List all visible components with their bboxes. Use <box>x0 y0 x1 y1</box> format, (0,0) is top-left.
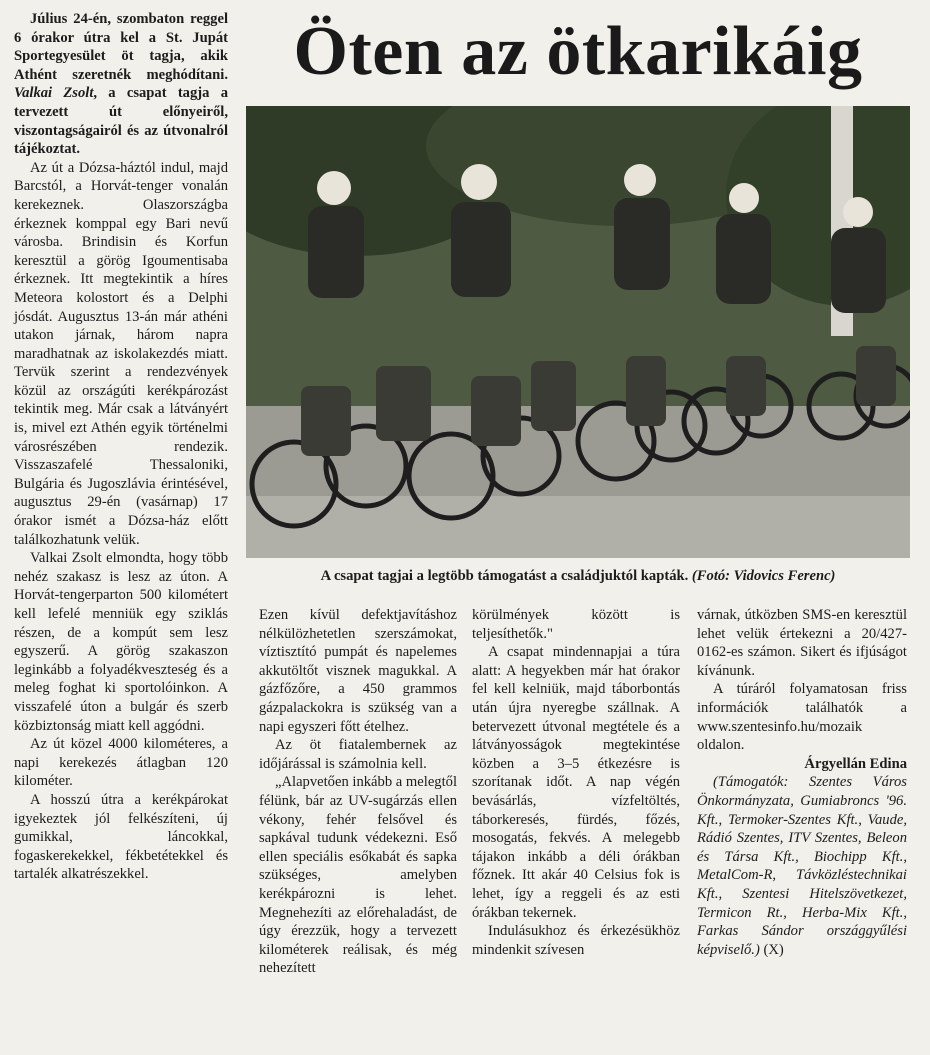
article-column-2 <box>259 606 457 978</box>
body-paragraph: várnak, útközben SMS-en keresztül lehet velük értekezni a 20/427-0162-es számon. Sikert és ifjúságot kívánunk. <box>697 607 907 679</box>
body-paragraph: Az út közel 4000 kilométeres, a napi kerekezés átlagban 120 kilométer. <box>14 736 228 790</box>
caption-text: A csapat tagjai a legtöbb támogatást a családjuktól kapták. <box>320 568 689 584</box>
author-name: Valkai Zsolt <box>14 85 94 102</box>
article-column-3 <box>472 606 680 959</box>
photo-credit: (Fotó: Vidovics Ferenc) <box>691 568 836 584</box>
body-paragraph: A hosszú útra a kerékpárokat igyekeztek jól felkészíteni, új gumikkal, láncokkal, fogaskerekekkel, fékbetétekkel és tartalék alkatrészekkel. <box>14 791 228 883</box>
body-paragraph: Ezen kívül defektjavításhoz nélkülözhetetlen szerszámokat, víztisztító pumpát és napelemes akkutöltőt visznek magukkal. A gázfőzőre, a 450 grammos gázpalackokra is szükség van a napi egyszeri főtt ételhez. <box>259 607 457 735</box>
cyclists-photo <box>246 106 910 558</box>
cyclists-photo-illustration <box>246 106 910 558</box>
article-column-4 <box>697 606 907 959</box>
body-paragraph: Az öt fiatalembernek az időjárással is számolnia kell. <box>259 737 457 772</box>
author-signature: Árgyellán Edina <box>804 755 907 772</box>
sponsors-note: (Támogatók: Szentes Város Önkormányzata, Gumiabroncs '96. Kft., Termoker-Szentes Kft., Vaude, Rádió Szentes, ITV Szentes, Beleon és Társa Kft., Biochipp Kft., MetalCom-R, Távközléstechnikai Kft., Szentesi Hitelszövetkezet, Termicon Rt., Herba-Mix Kft., Farkas Sándor országgyűlési képviselő.) (X) <box>697 774 907 958</box>
headline: Öten az ötkarikáig <box>293 13 863 90</box>
quote-paragraph: „Alapvetően inkább a melegtől félünk, bár az UV-sugárzás ellen vékony, fehér felsővel és sapkával tudunk védekezni. Eső ellen speciális esőkabát és sapka szükséges, amelyben kerékpározni is lehet. Megnehezíti az előrehaladást, de úgy érezzük, hogy a tervezett kilométerek reálisak, és még nehezített <box>259 774 457 977</box>
photo-caption <box>246 566 910 586</box>
article-column-1 <box>14 10 228 884</box>
body-paragraph: A túráról folyamatosan friss információk találhatók a www.szentesinfo.hu/mozaik oldalon. <box>697 681 907 754</box>
body-paragraph: Az út a Dózsa-háztól indul, majd Barcstól, a Horvát-tenger vonalán kerekeznek. Olaszországba érkeznek komppal egy Bari nevű városba. Brindisin és Korfun keresztül a görög Igoumentisaba érkeznek. Itt megtekintik a híres Meteora kolostort és a Delphi jósdát. Augusztus 13-án már athéni utakon járnak, három napra maradhatnak az iskolakezdés miatt. Tervük szerint a rendezvények közül az országúti kerékpározást tekintik meg. Már csak a látványért is, mivel ezt Athén egyik történelmi városrészében rendezik. Visszaszafelé Thessaloniki, Bulgária és Jugoszlávia érintésével, augusztus 29-én (vasárnap) 17 órakor ismét a Dózsa-ház előtt találkozhatunk velük. <box>14 159 228 548</box>
lead-paragraph: Július 24-én, szombaton reggel 6 órakor útra kel a St. Jupát Sportegyesület öt tagja, akik Athént szeretnék meghódítani. Valkai Zsolt, a csapat tagja a tervezett út előnyeiről, viszontagságairól és az útvonalról tájékoztat. <box>14 11 228 158</box>
body-paragraph: Indulásukhoz és érkezésükhöz mindenkit szívesen <box>472 923 680 958</box>
body-paragraph: körülmények között is teljesíthetők." <box>472 607 680 642</box>
body-paragraph: Valkai Zsolt elmondta, hogy több nehéz szakasz is lesz az úton. A Horvát-tengerparton 500 kilométert kell lefelé menniük egy sziklás részen, de a kompút sem lesz egyszerű. A görög szakaszon leginkább a folyadékveszteség és a meleg foghat ki sportolóinkon. A visszafelé úton a bulgár és szerb közbiztonság miatt kell aggódni. <box>14 550 228 734</box>
body-paragraph: A csapat mindennapjai a túra alatt: A hegyekben már hat órakor fel kell kelniük, majd táborbontás után újra nyeregbe szállnak. A betervezett útvonal megtétele és a látványosságok megtekintése közben a 3–5 étkezésre is szorítanak időt. A nap végén bevásárlás, vízfeltöltés, táborkeresés, fürdés, főzés, mosogatás, fekvés. A melegebb tájakon inkább a déli órákban főznek. Itt akár 40 Celsius fok is lehet, így a reggeli és az esti órákban tekernek. <box>472 644 680 921</box>
